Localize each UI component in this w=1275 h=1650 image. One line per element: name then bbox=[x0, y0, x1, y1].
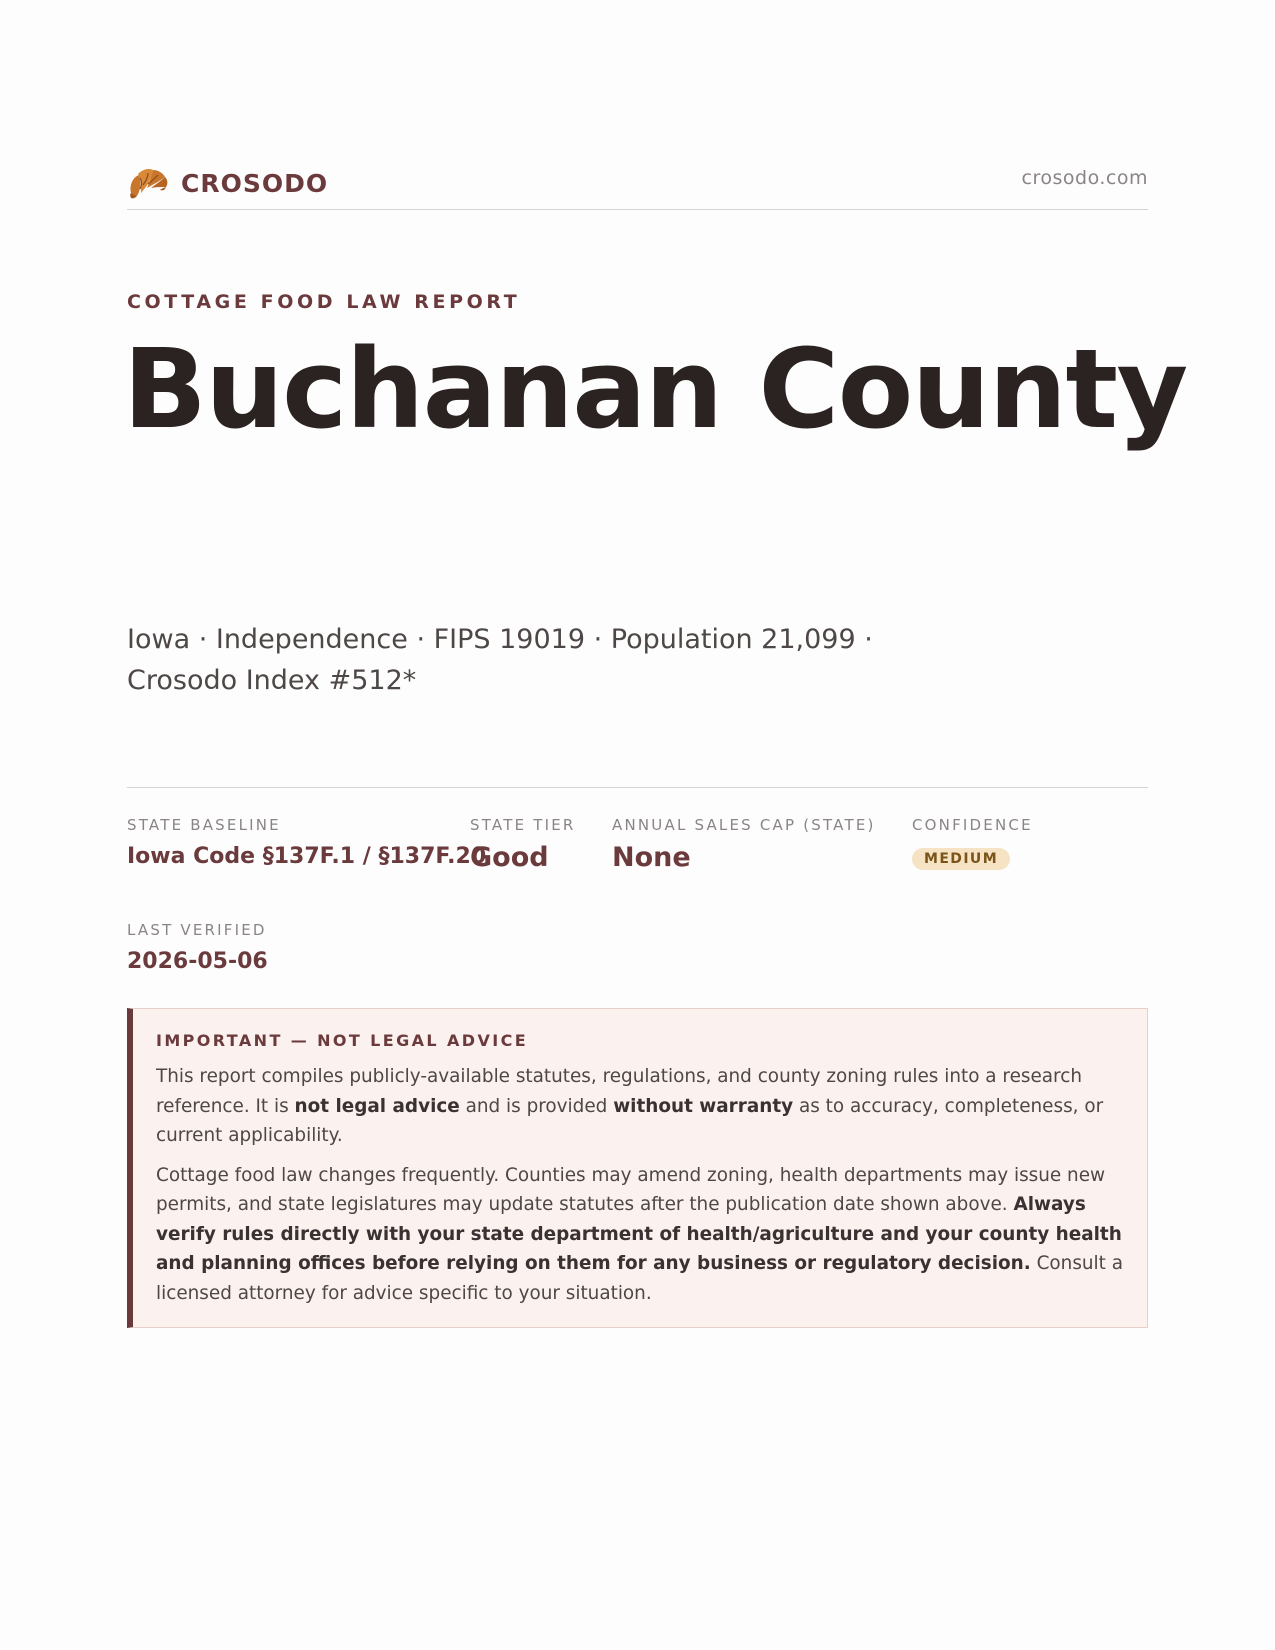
confidence-label: CONFIDENCE bbox=[912, 816, 1033, 834]
sales-cap-field bbox=[612, 816, 876, 873]
state-tier-value: Good bbox=[470, 842, 549, 873]
state-baseline-field bbox=[127, 816, 486, 869]
sales-cap-value: None bbox=[612, 842, 691, 873]
last-verified-value: 2026-05-06 bbox=[127, 949, 268, 974]
notice-text: This report compiles publicly-available statutes, regulations, and county zoning rules into a research reference. It is bbox=[156, 1066, 1082, 1117]
notice-emphasis: Always verify rules directly with your state department of health/agriculture and your county health and planning offices before relying on them for any business or regulatory decision. bbox=[156, 1194, 1122, 1274]
state-tier-field bbox=[470, 816, 576, 873]
brand bbox=[127, 163, 328, 203]
county-details-line2: Crosodo Index #512* bbox=[127, 665, 417, 696]
confidence-field bbox=[912, 816, 1033, 870]
report-eyebrow: COTTAGE FOOD LAW REPORT bbox=[127, 291, 521, 313]
legal-notice bbox=[127, 1008, 1148, 1328]
sales-cap-label: ANNUAL SALES CAP (STATE) bbox=[612, 816, 876, 834]
legal-notice-paragraph-2 bbox=[156, 1161, 1123, 1309]
notice-text: Consult a licensed attorney for advice specific to your situation. bbox=[156, 1253, 1123, 1304]
notice-text: Cottage food law changes frequently. Counties may amend zoning, health departments may issue new permits, and state legislatures may update statutes after the publication date shown above. bbox=[156, 1164, 1106, 1215]
state-baseline-label: STATE BASELINE bbox=[127, 816, 281, 834]
county-details-line1: Iowa · Independence · FIPS 19019 · Population 21,099 · bbox=[127, 624, 873, 655]
page-title: Buchanan County bbox=[123, 325, 1187, 453]
notice-text: as to accuracy, completeness, or current applicability. bbox=[156, 1095, 1104, 1146]
county-details bbox=[127, 619, 947, 701]
section-divider bbox=[127, 787, 1148, 788]
legal-notice-paragraph-1 bbox=[156, 1062, 1123, 1151]
notice-emphasis: without warranty bbox=[613, 1095, 794, 1117]
croissant-icon bbox=[127, 163, 169, 203]
state-baseline-value: Iowa Code §137F.1 / §137F.20 bbox=[127, 844, 487, 869]
last-verified-field bbox=[127, 921, 268, 974]
notice-emphasis: not legal advice bbox=[294, 1095, 460, 1117]
notice-text: and is provided bbox=[459, 1095, 614, 1117]
brand-name: CROSODO bbox=[181, 168, 329, 198]
last-verified-label: LAST VERIFIED bbox=[127, 921, 267, 939]
state-tier-label: STATE TIER bbox=[470, 816, 576, 834]
legal-notice-title: IMPORTANT — NOT LEGAL ADVICE bbox=[156, 1031, 529, 1050]
site-url: crosodo.com bbox=[1021, 167, 1148, 189]
page-header bbox=[127, 155, 1148, 210]
confidence-badge: MEDIUM bbox=[912, 848, 1010, 870]
